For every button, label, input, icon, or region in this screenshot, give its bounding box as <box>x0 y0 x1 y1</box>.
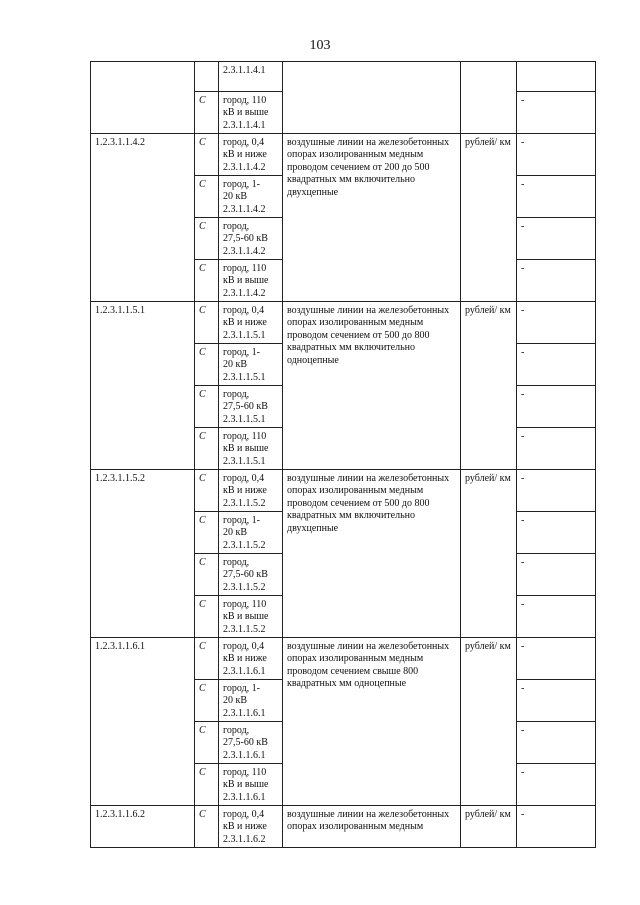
row-letter: С <box>195 638 219 680</box>
row-category <box>219 722 283 764</box>
row-category-line: 2.3.1.1.5.2 <box>223 539 266 551</box>
table-row <box>91 638 596 680</box>
row-value: - <box>517 722 596 764</box>
row-letter: С <box>195 386 219 428</box>
row-category <box>219 554 283 596</box>
row-value: - <box>517 386 596 428</box>
row-unit: рублей/ км <box>461 470 517 638</box>
row-code: 1.2.3.1.1.4.2 <box>91 134 195 302</box>
row-letter: С <box>195 134 219 176</box>
row-category <box>219 470 283 512</box>
row-value: - <box>517 806 596 848</box>
row-category-line: город, <box>223 389 250 400</box>
row-value <box>517 62 596 92</box>
row-category-line: кВ и выше <box>223 275 269 287</box>
row-category <box>219 386 283 428</box>
row-category <box>219 218 283 260</box>
row-code <box>91 62 195 134</box>
row-category-line: город, 0,4 <box>223 473 265 484</box>
row-category-line: 2.3.1.1.5.1 <box>223 371 266 383</box>
row-category-line: город, 0,4 <box>223 641 265 652</box>
row-category-line: кВ и ниже <box>223 149 267 161</box>
row-category-line: 2.3.1.1.4.2 <box>223 161 266 173</box>
row-category-line: кВ и выше <box>223 443 269 455</box>
row-category-line: 2.3.1.1.4.1 <box>223 119 266 131</box>
table-row <box>91 62 596 92</box>
table-row <box>91 302 596 344</box>
row-letter: С <box>195 92 219 134</box>
row-unit: рублей/ км <box>461 302 517 470</box>
row-unit: рублей/ км <box>461 134 517 302</box>
row-category-line: 2.3.1.1.5.1 <box>223 329 266 341</box>
row-code: 1.2.3.1.1.5.2 <box>91 470 195 638</box>
row-category-line: 2.3.1.1.4.2 <box>223 287 266 299</box>
row-letter: С <box>195 680 219 722</box>
row-category-line: 2.3.1.1.4.2 <box>223 245 266 257</box>
row-description: воздушные линии на железобетонных опорах изолированным медным проводом сечением от 200 до 500 квадратных мм включительно двухцепные <box>283 134 461 302</box>
row-value: - <box>517 260 596 302</box>
row-category-line: 2.3.1.1.6.2 <box>223 833 266 845</box>
row-category-line: город, <box>223 725 250 736</box>
row-description: воздушные линии на железобетонных опорах изолированным медным <box>283 806 461 848</box>
row-category <box>219 596 283 638</box>
row-category <box>219 176 283 218</box>
row-value: - <box>517 92 596 134</box>
row-unit <box>461 62 517 134</box>
row-category <box>219 638 283 680</box>
row-category-line: кВ и выше <box>223 107 269 119</box>
row-category-line: город, 1- <box>223 515 260 526</box>
row-category-line: 2.3.1.1.5.2 <box>223 623 266 635</box>
row-category-line: город, 110 <box>223 95 267 106</box>
row-value: - <box>517 428 596 470</box>
row-category-line: 2.3.1.1.6.1 <box>223 665 266 677</box>
row-code: 1.2.3.1.1.6.1 <box>91 638 195 806</box>
row-category <box>219 62 283 92</box>
row-category-line: кВ и выше <box>223 611 269 623</box>
row-category-line: 27,5-60 кВ <box>223 233 268 245</box>
page-number: 103 <box>309 38 331 53</box>
row-description: воздушные линии на железобетонных опорах изолированным медным проводом сечением свыше 800 квадратных мм одноцепные <box>283 638 461 806</box>
row-category <box>219 512 283 554</box>
row-category-line: 2.3.1.1.6.1 <box>223 707 266 719</box>
row-category-line: 27,5-60 кВ <box>223 401 268 413</box>
row-category-line: город, 110 <box>223 263 267 274</box>
row-letter: С <box>195 596 219 638</box>
row-category-line: 2.3.1.1.5.2 <box>223 581 266 593</box>
row-category-line: город, 1- <box>223 179 260 190</box>
row-letter: С <box>195 218 219 260</box>
row-category-line: город, 110 <box>223 767 267 778</box>
row-category-line: кВ и ниже <box>223 485 267 497</box>
row-value: - <box>517 302 596 344</box>
row-unit: рублей/ км <box>461 806 517 848</box>
row-letter: С <box>195 176 219 218</box>
row-value: - <box>517 218 596 260</box>
tariff-table <box>90 61 596 848</box>
row-letter: С <box>195 764 219 806</box>
row-code: 1.2.3.1.1.5.1 <box>91 302 195 470</box>
row-category-line: кВ и ниже <box>223 653 267 665</box>
row-category-line: кВ и ниже <box>223 821 267 833</box>
row-letter: С <box>195 428 219 470</box>
row-category-line: город, 0,4 <box>223 809 265 820</box>
row-category-line: 20 кВ <box>223 527 248 539</box>
row-category-line: город, <box>223 557 250 568</box>
row-description: воздушные линии на железобетонных опорах изолированным медным проводом сечением от 500 до 800 квадратных мм включительно двухцепные <box>283 470 461 638</box>
row-category-line: 2.3.1.1.5.1 <box>223 413 266 425</box>
row-category <box>219 302 283 344</box>
row-category-line: город, 110 <box>223 599 267 610</box>
row-category <box>219 428 283 470</box>
table-row <box>91 806 596 848</box>
row-value: - <box>517 638 596 680</box>
row-letter: С <box>195 512 219 554</box>
tariff-table-body <box>91 62 596 848</box>
row-category-line: город, 1- <box>223 347 260 358</box>
row-letter: С <box>195 806 219 848</box>
row-letter: С <box>195 344 219 386</box>
row-letter: С <box>195 722 219 764</box>
row-value: - <box>517 764 596 806</box>
row-letter: С <box>195 554 219 596</box>
row-category-line: 2.3.1.1.4.1 <box>223 65 266 76</box>
row-category-line: 2.3.1.1.5.2 <box>223 497 266 509</box>
row-value: - <box>517 470 596 512</box>
row-value: - <box>517 176 596 218</box>
row-category <box>219 344 283 386</box>
row-value: - <box>517 512 596 554</box>
row-value: - <box>517 344 596 386</box>
row-category-line: кВ и ниже <box>223 317 267 329</box>
row-category-line: 2.3.1.1.6.1 <box>223 749 266 761</box>
row-category-line: 2.3.1.1.4.2 <box>223 203 266 215</box>
row-category-line: город, 1- <box>223 683 260 694</box>
row-category <box>219 764 283 806</box>
row-code: 1.2.3.1.1.6.2 <box>91 806 195 848</box>
row-category-line: 20 кВ <box>223 695 248 707</box>
row-category <box>219 806 283 848</box>
row-category-line: кВ и выше <box>223 779 269 791</box>
row-category <box>219 92 283 134</box>
row-letter <box>195 62 219 92</box>
row-description: воздушные линии на железобетонных опорах изолированным медным проводом сечением от 500 до 800 квадратных мм включительно одноцепные <box>283 302 461 470</box>
row-category-line: город, <box>223 221 250 232</box>
row-category-line: 2.3.1.1.5.1 <box>223 455 266 467</box>
row-category <box>219 260 283 302</box>
row-letter: С <box>195 260 219 302</box>
row-value: - <box>517 596 596 638</box>
row-value: - <box>517 134 596 176</box>
row-letter: С <box>195 302 219 344</box>
row-category-line: 20 кВ <box>223 359 248 371</box>
row-category-line: 27,5-60 кВ <box>223 737 268 749</box>
table-row <box>91 470 596 512</box>
row-letter: С <box>195 470 219 512</box>
row-category-line: город, 110 <box>223 431 267 442</box>
row-unit: рублей/ км <box>461 638 517 806</box>
row-category-line: город, 0,4 <box>223 305 265 316</box>
table-row <box>91 134 596 176</box>
row-value: - <box>517 680 596 722</box>
row-category-line: город, 0,4 <box>223 137 265 148</box>
row-description <box>283 62 461 134</box>
row-category-line: 2.3.1.1.6.1 <box>223 791 266 803</box>
row-value: - <box>517 554 596 596</box>
row-category <box>219 680 283 722</box>
row-category <box>219 134 283 176</box>
row-category-line: 20 кВ <box>223 191 248 203</box>
row-category-line: 27,5-60 кВ <box>223 569 268 581</box>
